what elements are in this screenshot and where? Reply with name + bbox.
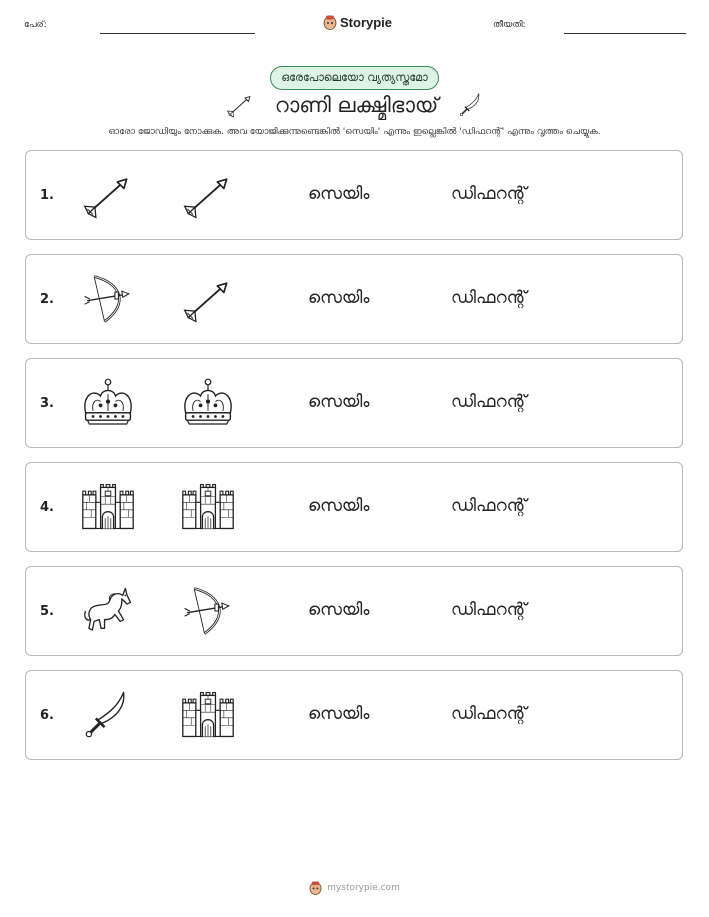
sword-icon [458,91,484,119]
horse-icon [80,585,136,637]
option-different[interactable]: ഡിഫറന്റ് [451,600,527,620]
bow-icon [180,585,236,637]
storypie-mascot-icon [309,880,322,895]
option-same[interactable]: സെയിം [308,392,370,412]
option-same[interactable]: സെയിം [308,600,370,620]
storypie-logo [323,14,392,30]
pair-row [25,462,683,552]
instructions: ഓരോ ജോഡിയും നോക്കുക. അവ യോജിക്കുന്നുണ്ടെങ്കിൽ 'സെയിം' എന്നും ഇല്ലെങ്കിൽ 'ഡിഫറന്റ്' എന്നും വൃത്തം ചെയ്യുക. [108,127,601,137]
pair-number: 1. [40,188,54,203]
name-line[interactable] [100,33,255,34]
brand-name: Storypie [340,14,393,30]
pair-row [25,358,683,448]
footer-url[interactable]: mystorypie.com [327,882,400,893]
option-same[interactable]: സെയിം [308,496,370,516]
bow-icon [80,273,136,325]
option-different[interactable]: ഡിഫറന്റ് [451,392,527,412]
crown-icon [80,377,136,429]
option-different[interactable]: ഡിഫറന്റ് [451,704,527,724]
badge-container [0,66,709,90]
option-different[interactable]: ഡിഫറന്റ് [451,288,527,308]
castle-icon [180,689,236,741]
worksheet-header [0,0,709,40]
arrow-icon [180,273,236,325]
title-row [0,88,709,122]
date-line[interactable] [564,33,686,34]
name-label: പേര്: [24,20,47,30]
option-different[interactable]: ഡിഫറന്റ് [451,496,527,516]
arrow-icon [80,169,136,221]
pair-number: 6. [40,708,54,723]
storypie-mascot-icon [323,14,337,30]
pair-number: 4. [40,500,54,515]
pair-number: 5. [40,604,54,619]
option-different[interactable]: ഡിഫറന്റ് [451,184,527,204]
arrow-icon [180,169,236,221]
pair-number: 3. [40,396,54,411]
footer [0,880,709,895]
page-title: റാണി ലക്ഷ്മിഭായ് [274,92,439,117]
date-label: തീയതി: [493,20,526,30]
crown-icon [180,377,236,429]
worksheet-type-badge: ഒരേപോലെയോ വ്യത്യസ്തമോ [270,66,438,90]
option-same[interactable]: സെയിം [308,704,370,724]
arrow-icon [225,92,255,118]
pair-row [25,670,683,760]
option-same[interactable]: സെയിം [308,184,370,204]
sword-icon [80,689,136,741]
pair-row [25,254,683,344]
pair-row [25,566,683,656]
castle-icon [80,481,136,533]
pair-row [25,150,683,240]
option-same[interactable]: സെയിം [308,288,370,308]
castle-icon [180,481,236,533]
pair-number: 2. [40,292,54,307]
